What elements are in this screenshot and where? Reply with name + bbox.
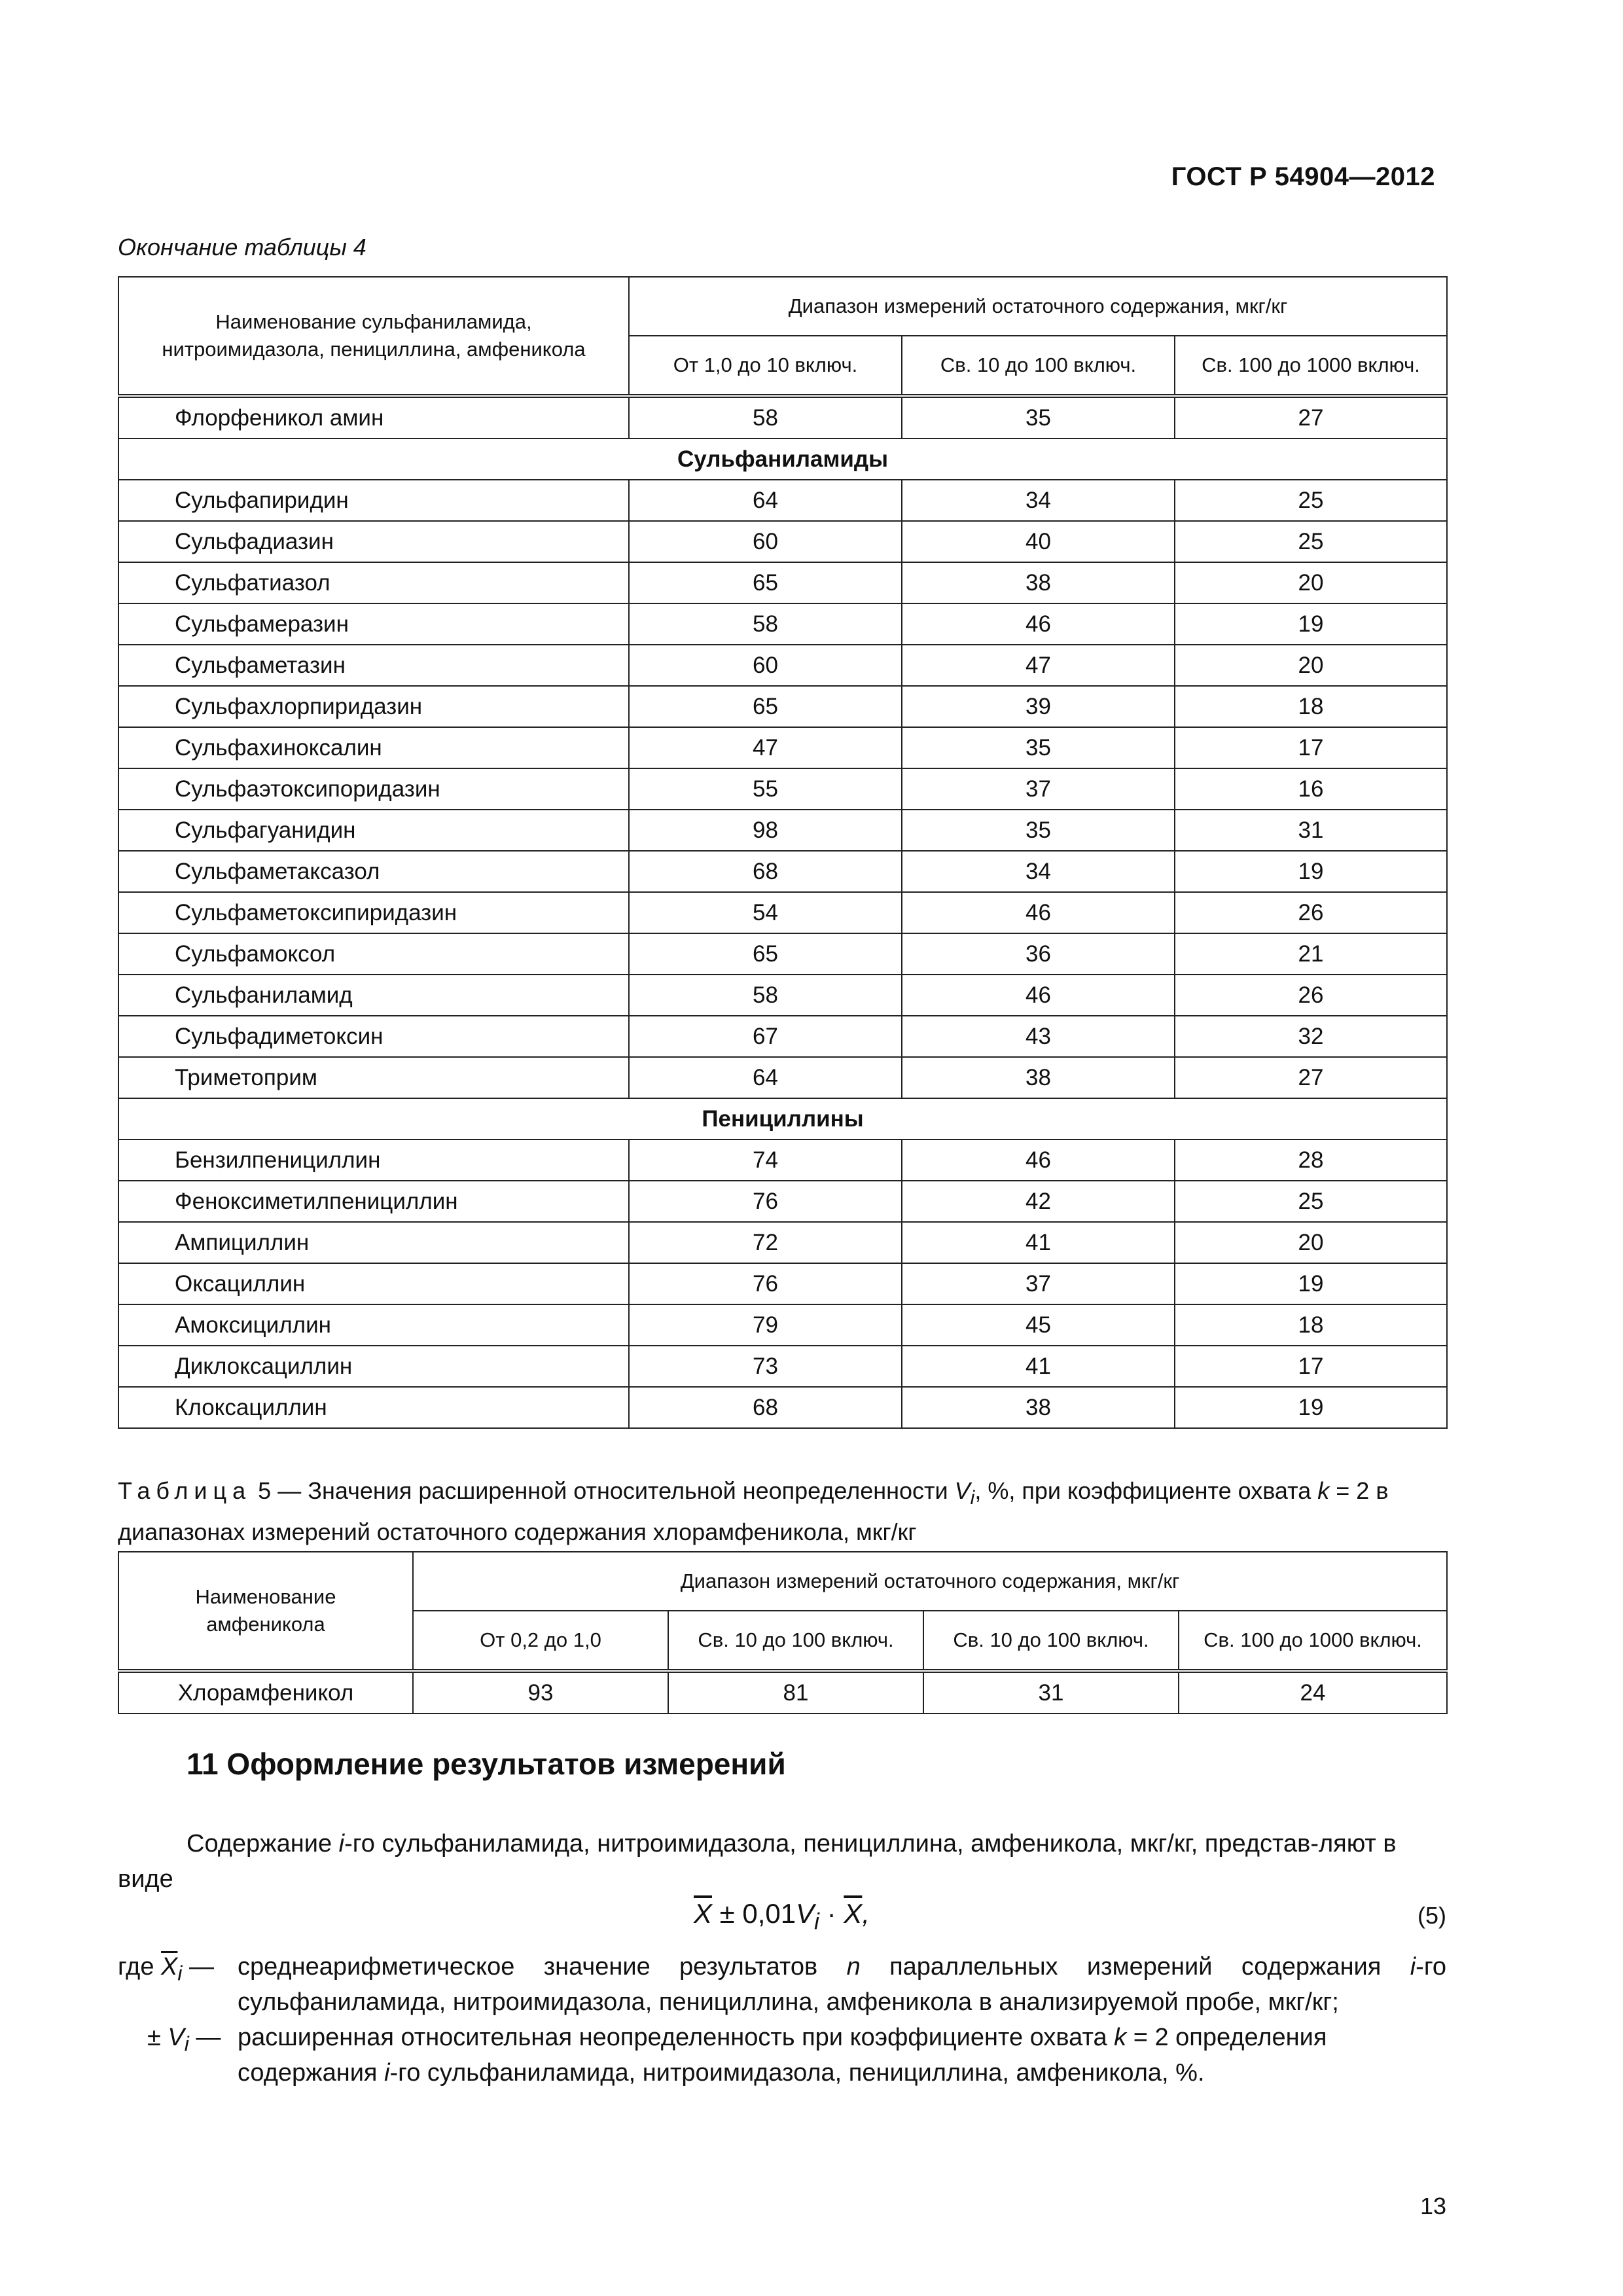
table4-name-cell: Триметоприм [118,1057,629,1098]
table4-name-cell: Диклоксациллин [118,1346,629,1387]
table4-value-cell: 74 [629,1139,902,1181]
where2-symbol: V [168,2024,185,2051]
table4-value-cell: 38 [902,562,1175,603]
table-row [118,1671,1447,1713]
table4-value-cell: 76 [629,1181,902,1222]
table4-value-cell: 39 [902,686,1175,727]
table4-value-cell: 19 [1175,603,1447,645]
table-row [118,1263,1447,1304]
table4-value-cell: 38 [902,1057,1175,1098]
formula-x-bar: $\overline{X}$ [694,1898,713,1929]
table4-value-cell: 21 [1175,933,1447,975]
table5-caption [118,1474,1446,1549]
table-row [118,645,1447,686]
table5-subheader: Св. 10 до 100 включ. [668,1611,923,1671]
table4-value-cell: 47 [902,645,1175,686]
table4-value-cell: 58 [629,975,902,1016]
where-label [118,1949,214,1991]
where2-description [238,2020,1446,2090]
table-row [118,768,1447,810]
table4-caption: Окончание таблицы 4 [118,234,366,260]
table4-value-cell: 35 [902,727,1175,768]
paragraph-text: -го сульфаниламида, нитроимидазола, пенициллина, амфеникола, мкг/кг, представ-ляют в виде [118,1830,1397,1893]
table4-name-cell: Сульфатиазол [118,562,629,603]
table4-value-cell: 25 [1175,1181,1447,1222]
formula-subscript: i [814,1909,819,1935]
table4-name-cell: Амоксициллин [118,1304,629,1346]
where2-subscript: i [184,2032,189,2056]
table4-value-cell: 60 [629,645,902,686]
table4-name-cell: Сульфадиметоксин [118,1016,629,1057]
table4-value-cell: 35 [902,810,1175,851]
table4-value-cell: 73 [629,1346,902,1387]
table5-caption-symbol: V [954,1477,971,1504]
table4-value-cell: 65 [629,933,902,975]
table4-value-cell: 55 [629,768,902,810]
table5-caption-label: Таблица [118,1477,252,1504]
where2-text: расширенная относительная неопределенность при коэффициенте охвата [238,2024,1115,2051]
where1-text: -го сульфаниламида, нитроимидазола, пенициллина, амфеникола в анализируемой пробе, мкг/кг; [238,1953,1446,2016]
formula [694,1898,870,1935]
table4-value-cell: 46 [902,1139,1175,1181]
table5-caption-subscript: i [970,1487,975,1509]
table4-value-cell: 19 [1175,851,1447,892]
table4-value-cell: 18 [1175,686,1447,727]
paragraph-i: i [338,1830,345,1857]
table4-value-cell: 60 [629,521,902,562]
table5-range-header: Диапазон измерений остаточного содержания, мкг/кг [413,1552,1447,1611]
table4-value-cell: 19 [1175,1263,1447,1304]
where1-description [238,1949,1446,2020]
table4-value-cell: 54 [629,892,902,933]
where1-text: среднеарифметическое значение результатов [238,1953,847,1981]
table4-body [118,396,1447,1428]
table5-value-cell: 31 [923,1671,1179,1713]
table5-caption-k: k [1317,1477,1330,1504]
table4-value-cell: 67 [629,1016,902,1057]
table4-value-cell: 16 [1175,768,1447,810]
table-5 [118,1551,1448,1714]
table4-value-cell: 79 [629,1304,902,1346]
table4-value-cell: 27 [1175,1057,1447,1098]
paragraph-text: Содержание [187,1830,339,1857]
table4-value-cell: 46 [902,892,1175,933]
table4-value-cell: 31 [1175,810,1447,851]
equation-number: (5) [1418,1902,1446,1929]
table4-value-cell: 68 [629,851,902,892]
where2-pm: ± [147,2024,168,2051]
table4-name-cell: Сульфамоксол [118,933,629,975]
table4-value-cell: 43 [902,1016,1175,1057]
table4-name-cell: Сульфамеразин [118,603,629,645]
table5-value-cell: 81 [668,1671,923,1713]
table-row [118,727,1447,768]
table4-value-cell: 27 [1175,396,1447,439]
table4-value-cell: 68 [629,1387,902,1428]
table4-section-label: Сульфаниламиды [118,439,1447,480]
table-row [118,1387,1447,1428]
table-row [118,396,1447,439]
table-row [118,521,1447,562]
table5-value-cell: 24 [1179,1671,1447,1713]
table4-name-cell: Сульфагуанидин [118,810,629,851]
table4-name-cell: Феноксиметилпенициллин [118,1181,629,1222]
table5-name-cell: Хлорамфеникол [118,1671,413,1713]
table4-value-cell: 25 [1175,480,1447,521]
document-id: ГОСТ Р 54904—2012 [1171,162,1435,191]
table-row [118,686,1447,727]
table-row [118,810,1447,851]
table4-value-cell: 46 [902,603,1175,645]
table-row [118,1016,1447,1057]
table-row [118,892,1447,933]
table-row [118,1181,1447,1222]
formula-x-bar: $\overline{X}$ [844,1898,863,1929]
table-row [118,851,1447,892]
where1-dash: — [182,1953,214,1981]
table4-name-cell: Флорфеникол амин [118,396,629,439]
section-paragraph [118,1826,1446,1897]
table-row [118,480,1447,521]
table-row [118,933,1447,975]
table4-value-cell: 36 [902,933,1175,975]
table4-value-cell: 41 [902,1222,1175,1263]
table4-name-cell: Сульфаметаксазол [118,851,629,892]
table-row [118,562,1447,603]
section-heading: 11 Оформление результатов измерений [187,1747,786,1781]
where1-n: n [846,1953,861,1981]
table-row [118,975,1447,1016]
table4-value-cell: 46 [902,975,1175,1016]
where1-i: i [1410,1953,1416,1981]
where1-subscript: i [177,1961,183,1985]
page-number: 13 [1419,2193,1446,2219]
table4-name-cell: Сульфаметазин [118,645,629,686]
table4-value-cell: 58 [629,603,902,645]
table4-value-cell: 19 [1175,1387,1447,1428]
formula-pm: ± 0,01 [712,1898,796,1929]
table4-value-cell: 76 [629,1263,902,1304]
where1-symbol: $\overline{X}$ [161,1953,178,1981]
table5-subheader: Св. 100 до 1000 включ. [1179,1611,1447,1671]
formula-v: V [796,1898,815,1929]
table-row [118,1346,1447,1387]
table-row [118,1057,1447,1098]
table4-name-cell: Сульфаниламид [118,975,629,1016]
table4-name-cell: Сульфахлорпиридазин [118,686,629,727]
table5-subheader: От 0,2 до 1,0 [413,1611,668,1671]
table4-value-cell: 20 [1175,562,1447,603]
where2-label [147,2020,221,2062]
table4-value-cell: 35 [902,396,1175,439]
where2-text: = 2 определения содержания [238,2024,1327,2087]
table4-range-header: Диапазон измерений остаточного содержания, мкг/кг [629,277,1447,336]
table-row [118,603,1447,645]
table4-value-cell: 34 [902,480,1175,521]
table5-caption-number: 5 [258,1477,272,1504]
table4-value-cell: 34 [902,851,1175,892]
table4-value-cell: 37 [902,768,1175,810]
table4-name-cell: Клоксациллин [118,1387,629,1428]
table4-name-cell: Сульфапиридин [118,480,629,521]
table4-value-cell: 38 [902,1387,1175,1428]
where1-text: параллельных измерений содержания [860,1953,1410,1981]
table4-value-cell: 98 [629,810,902,851]
formula-dot: · [819,1898,844,1929]
table5-caption-text: , %, при коэффициенте охвата [974,1477,1318,1504]
table4-value-cell: 65 [629,562,902,603]
table-section-row [118,439,1447,480]
table5-subheader: Св. 10 до 100 включ. [923,1611,1179,1671]
table-row [118,1222,1447,1263]
table4-value-cell: 26 [1175,892,1447,933]
where2-text: -го сульфаниламида, нитроимидазола, пенициллина, амфеникола, %. [389,2059,1205,2087]
table5-caption-text: = 2 в диапазонах измерений остаточного содержания хлорамфеникола, мкг/кг [118,1477,1389,1546]
table5-col1-header: Наименование амфеникола [118,1552,413,1671]
table5-value-cell: 93 [413,1671,668,1713]
table4-value-cell: 40 [902,521,1175,562]
table4-value-cell: 20 [1175,645,1447,686]
table4-value-cell: 25 [1175,521,1447,562]
table4-name-cell: Оксациллин [118,1263,629,1304]
table4-value-cell: 45 [902,1304,1175,1346]
table4-name-cell: Сульфахиноксалин [118,727,629,768]
formula-end: , [862,1898,870,1929]
table4-value-cell: 64 [629,480,902,521]
table4-name-cell: Сульфаметоксипиридазин [118,892,629,933]
table4-value-cell: 41 [902,1346,1175,1387]
table4-name-cell: Сульфадиазин [118,521,629,562]
table4-value-cell: 47 [629,727,902,768]
table4-value-cell: 58 [629,396,902,439]
table4-value-cell: 17 [1175,727,1447,768]
table4-section-label: Пенициллины [118,1098,1447,1139]
table4-value-cell: 18 [1175,1304,1447,1346]
table4-value-cell: 65 [629,686,902,727]
table4-value-cell: 42 [902,1181,1175,1222]
table-4 [118,276,1448,1429]
table-row [118,1139,1447,1181]
table4-name-cell: Бензилпенициллин [118,1139,629,1181]
table4-value-cell: 32 [1175,1016,1447,1057]
table4-value-cell: 28 [1175,1139,1447,1181]
table4-value-cell: 64 [629,1057,902,1098]
where2-k: k [1114,2024,1127,2051]
table4-col1-header: Наименование сульфаниламида, нитроимидазола, пенициллина, амфеникола [118,277,629,396]
table4-name-cell: Сульфаэтоксипоридазин [118,768,629,810]
table4-subheader: Св. 10 до 100 включ. [902,336,1175,396]
table4-value-cell: 72 [629,1222,902,1263]
table-section-row [118,1098,1447,1139]
where2-dash: — [188,2024,221,2051]
table-row [118,1304,1447,1346]
where-word: где [118,1953,162,1981]
where2-i: i [384,2059,390,2087]
table4-value-cell: 26 [1175,975,1447,1016]
table5-caption-text: — Значения расширенной относительной неопределенности [271,1477,955,1504]
table4-value-cell: 37 [902,1263,1175,1304]
table4-subheader: Св. 100 до 1000 включ. [1175,336,1447,396]
table4-value-cell: 20 [1175,1222,1447,1263]
table4-value-cell: 17 [1175,1346,1447,1387]
table4-subheader: От 1,0 до 10 включ. [629,336,902,396]
table4-name-cell: Ампициллин [118,1222,629,1263]
